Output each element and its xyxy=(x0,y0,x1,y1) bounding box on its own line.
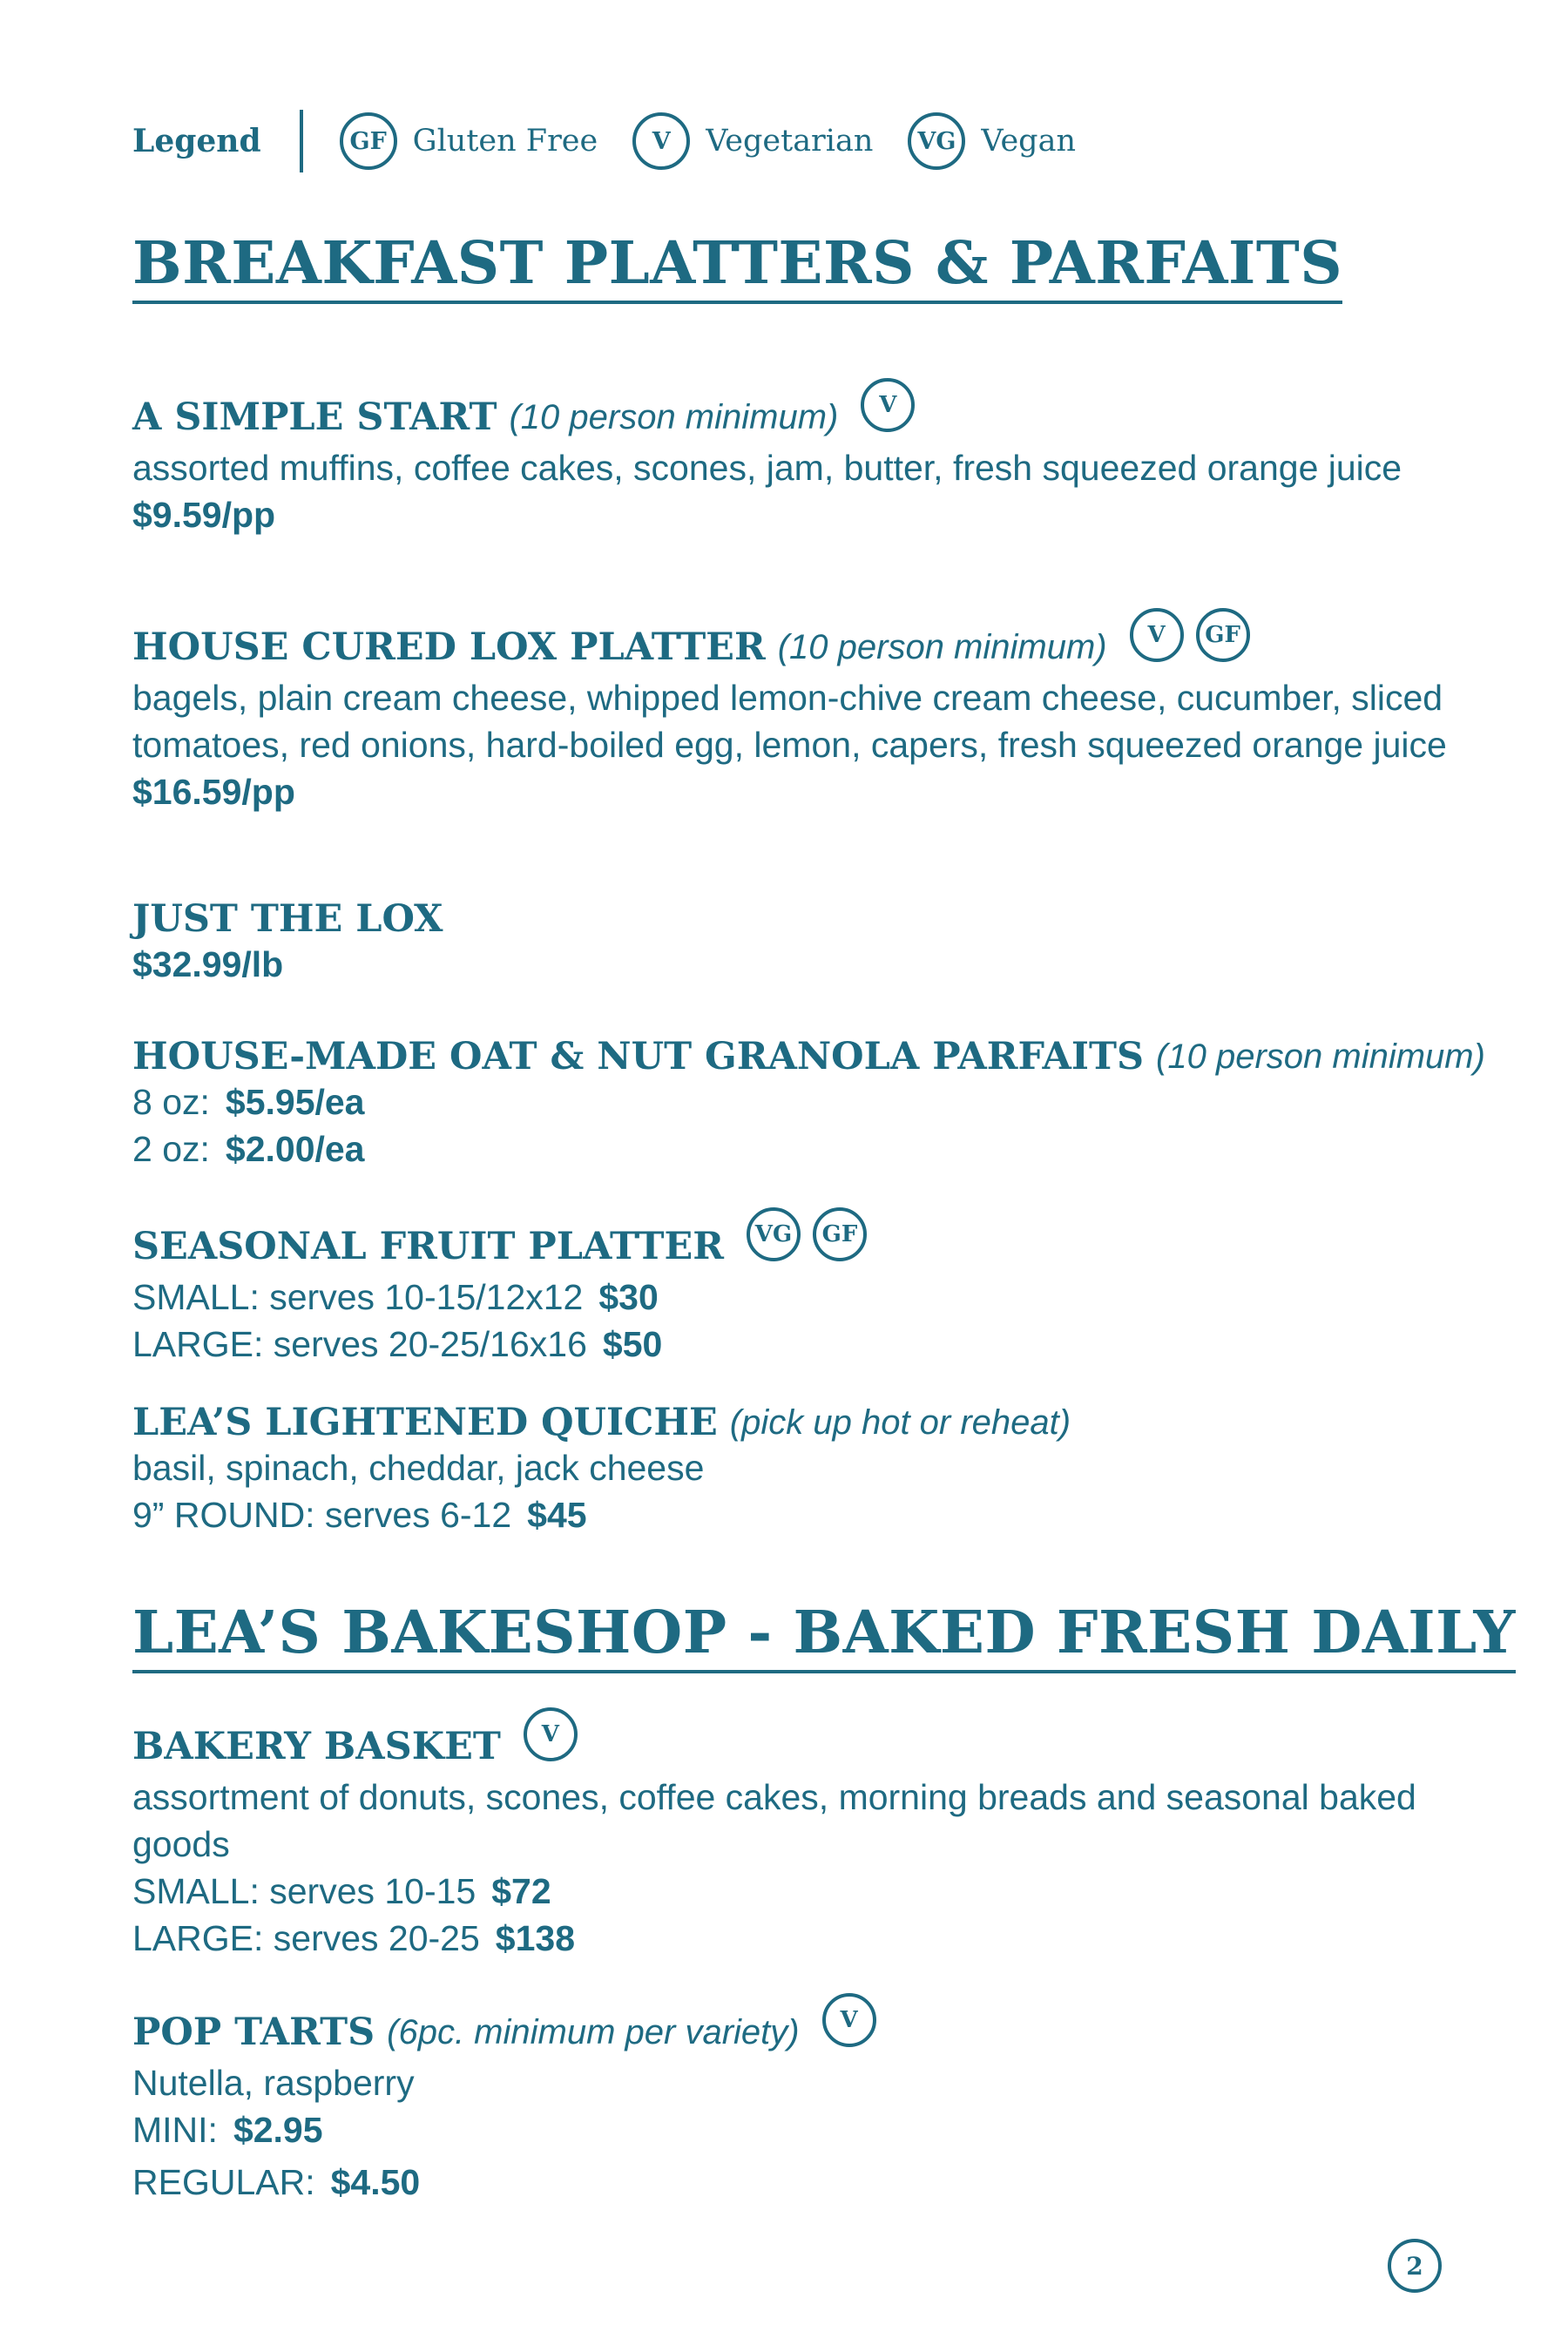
item-option xyxy=(132,1125,1456,1173)
item-name: BAKERY BASKET xyxy=(132,1725,501,1768)
legend-title: Legend xyxy=(132,123,261,159)
menu-item-bakery-basket xyxy=(132,1720,1456,1962)
vegetarian-badge-icon: V xyxy=(524,1707,578,1761)
vegetarian-badge-icon: V xyxy=(861,378,915,432)
item-option xyxy=(132,1274,1456,1321)
item-option xyxy=(132,1321,1456,1368)
option-label: 8 oz: xyxy=(132,1082,210,1122)
menu-item-pop-tarts xyxy=(132,2005,1456,2206)
legend-label-gluten-free: Gluten Free xyxy=(412,124,598,159)
item-name: HOUSE-MADE OAT & NUT GRANOLA PARFAITS xyxy=(132,1035,1145,1078)
option-label: LARGE: serves 20-25 xyxy=(132,1918,480,1958)
option-price: $4.50 xyxy=(330,2162,421,2202)
menu-item-just-the-lox xyxy=(132,897,1456,988)
option-label: 9” ROUND: serves 6-12 xyxy=(132,1495,512,1535)
gluten-free-badge-icon: GF xyxy=(340,112,397,170)
legend-divider xyxy=(300,110,303,172)
item-note: (6pc. minimum per variety) xyxy=(387,2012,800,2051)
item-note: (10 person minimum) xyxy=(1156,1037,1485,1076)
item-description: basil, spinach, cheddar, jack cheese xyxy=(132,1448,705,1488)
option-price: $72 xyxy=(491,1871,551,1911)
option-label: LARGE: serves 20-25/16x16 xyxy=(132,1324,587,1364)
item-note: (pick up hot or reheat) xyxy=(729,1402,1071,1442)
option-label: SMALL: serves 10-15/12x12 xyxy=(132,1277,584,1317)
item-description: bagels, plain cream cheese, whipped lemon-chive cream cheese, cucumber, sliced tomatoes, red onions, hard-boiled egg, lemon, capers, fresh squeezed orange juice xyxy=(132,678,1447,765)
section-heading-bakeshop: LEA’S BAKESHOP - BAKED FRESH DAILY xyxy=(132,1598,1516,1673)
item-option xyxy=(132,1915,1456,1962)
item-name: HOUSE CURED LOX PLATTER xyxy=(132,625,766,669)
item-price: $16.59/pp xyxy=(132,772,295,812)
option-label: REGULAR: xyxy=(132,2162,315,2202)
gluten-free-badge-icon: GF xyxy=(1196,608,1250,662)
menu-item-a-simple-start xyxy=(132,390,1456,538)
item-option xyxy=(132,2106,1456,2153)
option-label: 2 oz: xyxy=(132,1129,210,1169)
section-heading-breakfast: BREAKFAST PLATTERS & PARFAITS xyxy=(132,228,1342,304)
option-price: $138 xyxy=(495,1918,576,1958)
item-option xyxy=(132,2159,1456,2206)
item-description: assorted muffins, coffee cakes, scones, jam, butter, fresh squeezed orange juice xyxy=(132,448,1402,488)
menu-item-seasonal-fruit-platter xyxy=(132,1220,1456,1368)
item-option xyxy=(132,1078,1456,1125)
menu-item-house-cured-lox-platter xyxy=(132,620,1456,815)
item-name: LEA’S LIGHTENED QUICHE xyxy=(132,1401,718,1444)
item-description: assortment of donuts, scones, coffee cakes, morning breads and seasonal baked goods xyxy=(132,1777,1416,1864)
option-label: SMALL: serves 10-15 xyxy=(132,1871,476,1911)
menu-item-granola-parfaits xyxy=(132,1035,1485,1173)
option-price: $30 xyxy=(598,1277,659,1317)
gluten-free-badge-icon: GF xyxy=(813,1207,867,1261)
page-number xyxy=(1388,2239,1442,2293)
legend-label-vegan: Vegan xyxy=(981,124,1076,159)
option-label: MINI: xyxy=(132,2110,218,2150)
vegan-badge-icon: VG xyxy=(747,1207,801,1261)
page-number-badge: 2 xyxy=(1388,2239,1442,2293)
option-price: $2.95 xyxy=(233,2110,323,2150)
option-price: $2.00/ea xyxy=(225,1129,365,1169)
option-price: $50 xyxy=(602,1324,663,1364)
option-price: $5.95/ea xyxy=(225,1082,365,1122)
item-name: A SIMPLE START xyxy=(132,395,497,439)
vegetarian-badge-icon: V xyxy=(632,112,690,170)
item-price: $9.59/pp xyxy=(132,495,276,535)
option-price: $45 xyxy=(527,1495,587,1535)
vegetarian-badge-icon: V xyxy=(1130,608,1184,662)
item-option xyxy=(132,1868,1456,1915)
menu-item-leas-lightened-quiche xyxy=(132,1401,1456,1538)
item-name: JUST THE LOX xyxy=(132,897,443,941)
item-name: POP TARTS xyxy=(132,2011,375,2054)
item-note: (10 person minimum) xyxy=(777,627,1107,666)
item-note: (10 person minimum) xyxy=(509,397,839,436)
item-price: $32.99/lb xyxy=(132,944,284,984)
legend xyxy=(132,110,1111,172)
item-name: SEASONAL FRUIT PLATTER xyxy=(132,1225,724,1268)
vegan-badge-icon: VG xyxy=(908,112,965,170)
legend-label-vegetarian: Vegetarian xyxy=(706,124,874,159)
item-option xyxy=(132,1491,1456,1538)
item-description: Nutella, raspberry xyxy=(132,2063,415,2103)
vegetarian-badge-icon: V xyxy=(822,1993,876,2047)
